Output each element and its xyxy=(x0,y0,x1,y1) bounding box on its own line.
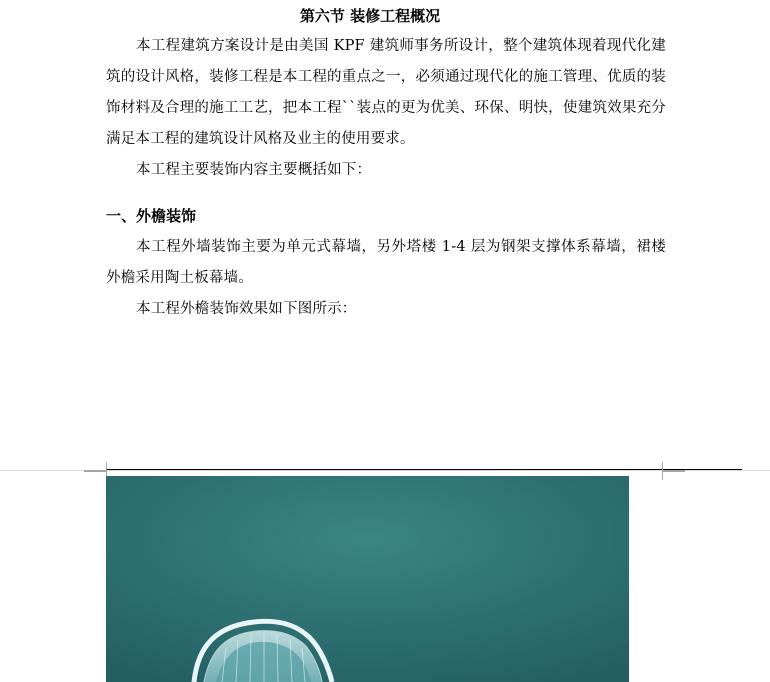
paragraph-figure-intro: 本工程外檐装饰效果如下图所示： xyxy=(136,301,357,317)
building-rendering-image xyxy=(106,476,629,682)
margin-corner-mark xyxy=(84,471,107,480)
section-title: 第六节 装修工程概况 xyxy=(299,7,441,25)
page-margin-line xyxy=(106,469,742,470)
paragraph-intro: 本工程建筑方案设计是由美国 KPF 建筑师事务所设计，整个建筑体现着现代化建筑的设计风格，装修工程是本工程的重点之一，必须通过现代化的施工管理、优质的装饰材料及合理的施工工艺，把本工程``装点的更为优美、环保、明快，使建筑效果充分满足本工程的建筑设计风格及业主的使用要求。 xyxy=(106,38,666,147)
margin-corner-mark xyxy=(662,471,685,480)
heading-exterior-decoration: 一、外檐装饰 xyxy=(106,207,197,225)
page-break-divider xyxy=(0,470,770,471)
margin-corner-mark xyxy=(662,462,685,471)
paragraph-summary: 本工程主要装饰内容主要概括如下： xyxy=(136,162,372,178)
paragraph-exterior-wall: 本工程外墙装饰主要为单元式幕墙，另外塔楼 1-4 层为钢架支撑体系幕墙，裙楼外檐采用陶土板幕墙。 xyxy=(106,239,666,286)
building-rendering-svg xyxy=(106,476,629,682)
margin-corner-mark xyxy=(84,462,107,471)
